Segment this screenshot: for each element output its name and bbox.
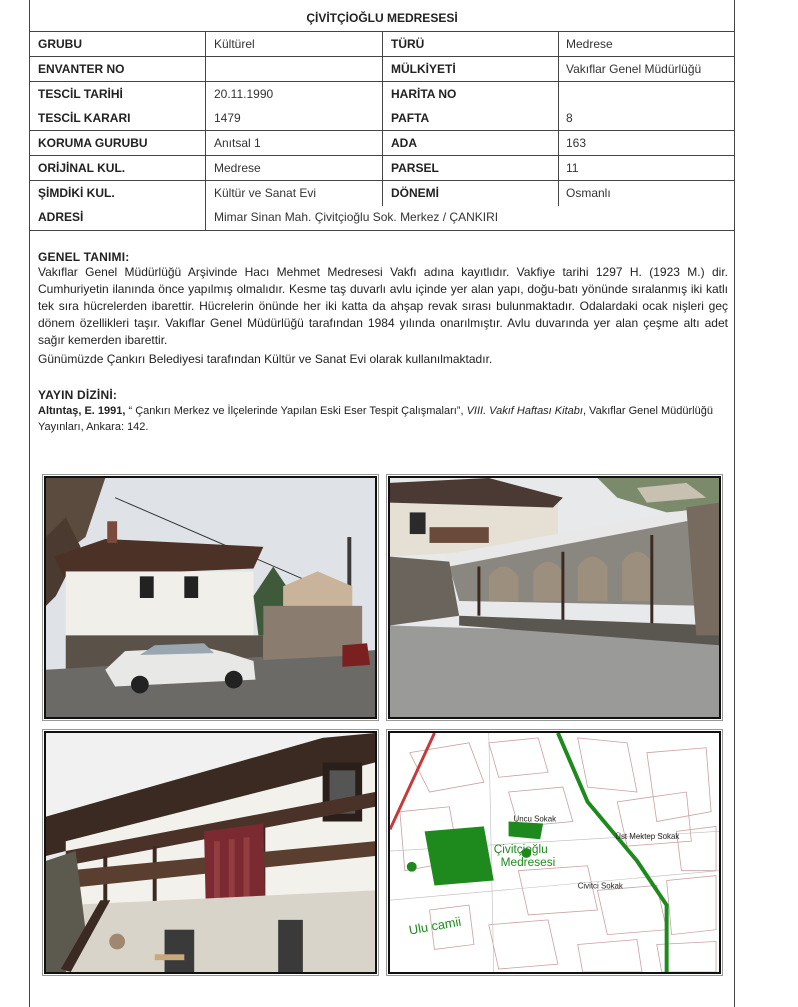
donemi-value: Osmanlı bbox=[566, 186, 611, 200]
photo-medrese-building bbox=[44, 731, 377, 974]
donemi-label: DÖNEMİ bbox=[383, 181, 559, 206]
harita-value bbox=[559, 82, 734, 107]
photo-fountain-arcade-image bbox=[390, 478, 719, 717]
pafta-label: PAFTA bbox=[383, 106, 559, 130]
koruma-label: KORUMA GURUBU bbox=[30, 131, 206, 155]
tescil-tarihi-value: 20.11.1990 bbox=[206, 82, 383, 107]
photo-house-street bbox=[44, 476, 377, 719]
location-map-image bbox=[390, 733, 719, 972]
parsel-value: 11 bbox=[566, 161, 579, 175]
map-label-medrese-line1: Çivitçioğlu bbox=[493, 842, 548, 856]
map-street-ust-mektep: Üst Mektep Sokak bbox=[615, 832, 680, 842]
photo-house-street-image bbox=[46, 478, 375, 717]
adres-value: Mimar Sinan Mah. Çivitçioğlu Sok. Merkez / ÇANKIRI bbox=[214, 210, 499, 224]
location-map bbox=[388, 731, 721, 974]
ada-label: ADA bbox=[383, 131, 559, 155]
simdiki-label: ŞİMDİKİ KUL. bbox=[30, 181, 206, 206]
reference-author: Altıntaş, E. 1991, bbox=[38, 405, 126, 417]
genel-paragraph-2: Günümüzde Çankırı Belediyesi tarafından Kültür ve Sanat Evi olarak kullanılmaktadır. bbox=[38, 352, 493, 366]
koruma-value: Anıtsal 1 bbox=[206, 131, 383, 155]
turu-value: Medrese bbox=[566, 37, 613, 51]
yayin-heading: YAYIN DİZİNİ: bbox=[38, 388, 118, 402]
reference-article: “ Çankırı Merkez ve İlçelerinde Yapılan Eski Eser Tespit Çalışmaları”, bbox=[125, 405, 467, 417]
grubu-label: GRUBU bbox=[30, 32, 206, 56]
grubu-value: Kültürel bbox=[206, 32, 383, 56]
ada-value: 163 bbox=[566, 136, 587, 150]
harita-label: HARİTA NO bbox=[383, 82, 559, 107]
pafta-value: 8 bbox=[566, 111, 573, 125]
orijinal-label: ORİJİNAL KUL. bbox=[30, 156, 206, 180]
mulkiyet-value: Vakıflar Genel Müdürlüğü bbox=[566, 62, 702, 76]
genel-heading: GENEL TANIMI: bbox=[38, 250, 130, 264]
reference-book: VIII. Vakıf Haftası Kitabı bbox=[466, 405, 583, 417]
info-row-grubu bbox=[30, 32, 734, 57]
envanter-value bbox=[206, 57, 383, 81]
mulkiyet-label: MÜLKİYETİ bbox=[383, 57, 559, 81]
document-title: ÇİVİTÇİOĞLU MEDRESESİ bbox=[30, 0, 734, 32]
tescil-tarihi-label: TESCİL TARİHİ bbox=[30, 82, 206, 107]
info-row-tescil-tarihi bbox=[30, 82, 734, 107]
info-row-orijinal bbox=[30, 156, 734, 181]
info-row-tescil-karari bbox=[30, 106, 734, 131]
tescil-karari-value: 1479 bbox=[206, 106, 383, 130]
simdiki-value: Kültür ve Sanat Evi bbox=[206, 181, 383, 206]
map-street-civitci: Civitci Sokak bbox=[577, 881, 623, 891]
map-street-uncu: Uncu Sokak bbox=[513, 814, 557, 824]
reference-publisher: , Vakıflar Genel Müdürlüğü Yayınları, Ankara: 142. bbox=[38, 405, 713, 433]
photo-fountain-arcade bbox=[388, 476, 721, 719]
map-label-ulu-camii: Ulu camii bbox=[407, 913, 463, 938]
turu-label: TÜRÜ bbox=[383, 32, 559, 56]
genel-paragraph-1: Vakıflar Genel Müdürlüğü Arşivinde Hacı Mehmet Medresesi Vakfı adına kayıtlıdır. Vakfiye tarihi 1297 H. (1923 M.) dir. Cumhuriyetin ilanında önce yapılmış olmalıdır. Kesme taş duvarlı avlu içinde yer alan yapı, doğu-batı yönünde sıralanmış iki katlı tek sıra hücrelerden ibarettir. Hücrelerin önünde her iki katta da ahşap revak sırası bulunmaktadır. Odalardaki ocak nişleri geç dönem özellikleri taşır. Vakıflar Genel Müdürlüğü tarafından 1984 yılında onarılmıştır. Avlu duvarında yer alan çeşme altı adet sağır kemerden ibarettir. bbox=[38, 265, 728, 347]
tescil-karari-label: TESCİL KARARI bbox=[30, 106, 206, 130]
info-row-adres bbox=[30, 205, 734, 230]
info-row-envanter bbox=[30, 57, 734, 82]
orijinal-value: Medrese bbox=[206, 156, 383, 180]
map-label-medrese-line2: Medresesi bbox=[500, 854, 556, 869]
photo-medrese-building-image bbox=[46, 733, 375, 972]
parsel-label: PARSEL bbox=[383, 156, 559, 180]
reference-entry bbox=[38, 403, 728, 435]
info-row-koruma bbox=[30, 131, 734, 156]
table-bottom-rule bbox=[30, 230, 734, 231]
envanter-label: ENVANTER NO bbox=[30, 57, 206, 81]
adres-label: ADRESİ bbox=[30, 205, 206, 230]
info-row-simdiki bbox=[30, 181, 734, 206]
